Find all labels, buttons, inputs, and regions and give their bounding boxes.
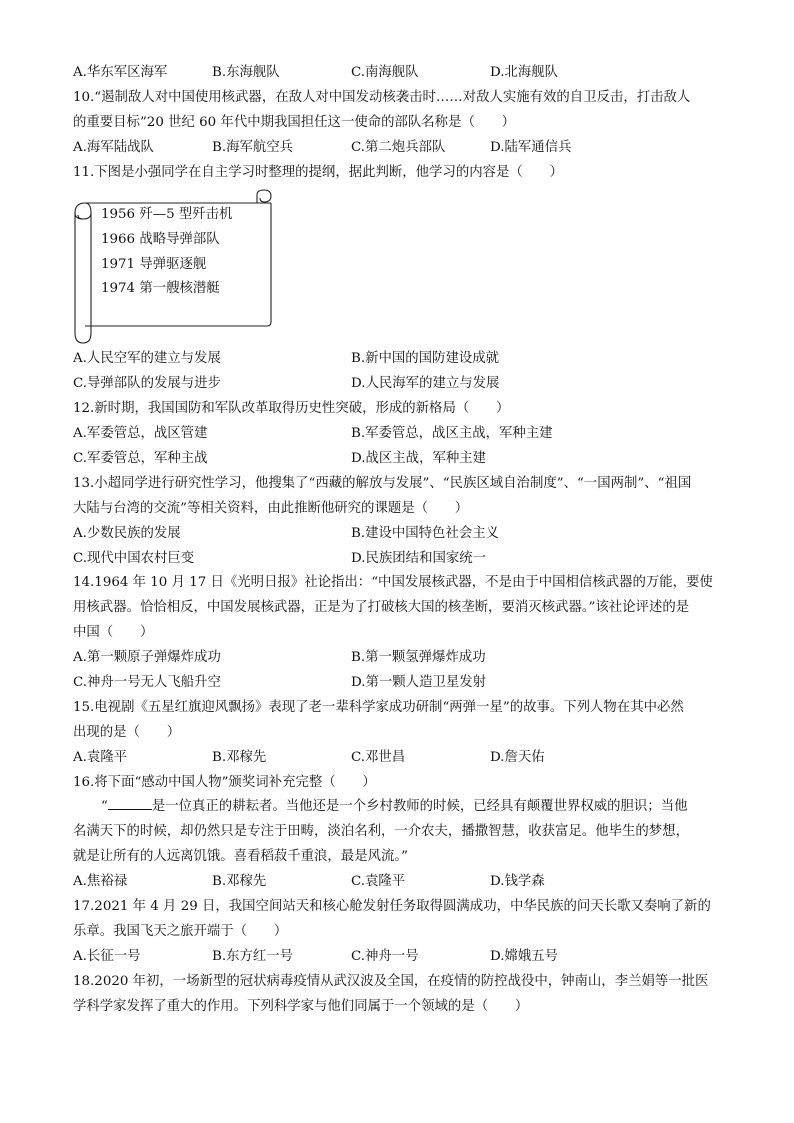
q16-quote-line3: 就是让所有的人远离饥饿。喜看稻菽千重浪，最是风流。” — [73, 849, 408, 865]
q17-stem-line2: 乐章。我国飞天之旅开端于（ ） — [73, 923, 288, 939]
scroll-line-1971: 1971 导弹驱逐舰 — [101, 256, 207, 272]
q13-options-row2 — [73, 547, 723, 572]
q14-stem-line2: 用核武器。恰恰相反，中国发展核武器，正是为了打破核大国的核垄断，要消灭核武器。”该社论评述的是 — [73, 600, 690, 616]
q10-option-c[interactable]: C.第二炮兵部队 — [351, 139, 446, 155]
q11-options-row2 — [73, 372, 723, 397]
q11-option-d[interactable]: D.人民海军的建立与发展 — [351, 376, 500, 392]
q17-option-d[interactable]: D.嫦娥五号 — [490, 948, 559, 964]
q9-option-d[interactable]: D.北海舰队 — [490, 65, 559, 80]
q11-stem-line1: 11.下图是小强同学在自主学习时整理的提纲，据此判断，他学习的内容是（ ） — [73, 164, 563, 180]
q14-option-c[interactable]: C.神舟一号无人飞船升空 — [73, 675, 221, 691]
q10-stem-line2: 的重要目标”20 世纪 60 年代中期我国担任这一使命的部队名称是（ ） — [73, 114, 516, 130]
q13-stem-line1: 13.小超同学进行研究性学习，他搜集了“西藏的解放与发展”、“民族区域自治制度”、“一国两制”、“祖国 — [73, 475, 692, 491]
q12-option-c[interactable]: C.军委管总，军种主战 — [73, 451, 208, 467]
q11-options-row1 — [73, 347, 723, 372]
q15-option-d[interactable]: D.詹天佑 — [490, 749, 545, 765]
q16-quote-line1 — [73, 795, 723, 820]
q12-options-row2 — [73, 447, 723, 472]
q14-option-a[interactable]: A.第一颗原子弹爆炸成功 — [73, 650, 221, 666]
q12-option-a[interactable]: A.军委管总，战区管建 — [73, 426, 208, 442]
q9-option-c[interactable]: C.南海舰队 — [351, 65, 419, 80]
q12-option-d[interactable]: D.战区主战，军种主建 — [351, 451, 487, 467]
q14-stem-line1: 14.1964 年 10 月 17 日《光明日报》社论指出：“中国发展核武器，不是由于中国相信核武器的万能，要使 — [73, 575, 713, 591]
q14-stem-line3: 中国（ ） — [73, 625, 154, 641]
q13-option-b[interactable]: B.建设中国特色社会主义 — [351, 525, 500, 541]
q16-option-a[interactable]: A.焦裕禄 — [73, 874, 128, 890]
q17-stem-line1: 17.2021 年 4 月 29 日，我国空间站天和核心舱发射任务取得圆满成功，中华民族的问天长歌又奏响了新的 — [73, 899, 711, 915]
q13-stem-line2: 大陆与台湾的交流”等相关资料，由此推断他研究的课题是（ ） — [73, 500, 469, 516]
q11-option-b[interactable]: B.新中国的国防建设成就 — [351, 351, 500, 367]
q10-stem-line1: 10.“遏制敌人对中国使用核武器，在敌人对中国发动核袭击时……对敌人实施有效的自卫反击，打击敌人 — [73, 89, 691, 105]
q14-options-row2 — [73, 671, 723, 696]
q16-quote-line2: 名满天下的时候，却仍然只是专注于田畴，淡泊名利，一介农夫，播撒智慧，收获富足。他毕生的梦想， — [73, 824, 689, 840]
fill-in-blank[interactable] — [108, 795, 152, 810]
q16-option-c[interactable]: C.袁隆平 — [351, 874, 406, 890]
q15-option-b[interactable]: B.邓稼先 — [212, 749, 267, 765]
q10-options — [73, 136, 723, 161]
q13-option-a[interactable]: A.少数民族的发展 — [73, 525, 181, 541]
q17-option-c[interactable]: C.神舟一号 — [351, 948, 419, 964]
q9-option-a[interactable]: A.华东军区海军 — [73, 65, 168, 80]
q10-option-b[interactable]: B.海军航空兵 — [212, 139, 294, 155]
q16-option-b[interactable]: B.邓稼先 — [212, 874, 267, 890]
q11-scroll-text — [101, 203, 232, 301]
q12-option-b[interactable]: B.军委管总，战区主战，军种主建 — [351, 426, 553, 442]
q13-option-d[interactable]: D.民族团结和国家统一 — [351, 550, 487, 566]
q17-option-b[interactable]: B.东方红一号 — [212, 948, 294, 964]
q11-option-a[interactable]: A.人民空军的建立与发展 — [73, 351, 221, 367]
q16-stem-line1: 16.将下面“感动中国人物”颁奖词补充完整（ ） — [73, 774, 376, 790]
q15-stem-line1: 15.电视剧《五星红旗迎风飘扬》表现了老一辈科学家成功研制“两弹一星”的故事。下列人物在其中必然 — [73, 699, 684, 715]
q13-options-row1 — [73, 522, 723, 547]
q12-stem-line1: 12.新时期，我国国防和军队改革取得历史性突破，形成的新格局（ ） — [73, 401, 510, 417]
q13-option-c[interactable]: C.现代中国农村巨变 — [73, 550, 195, 566]
scroll-line-1974: 1974 第一艘核潜艇 — [101, 281, 220, 297]
q14-option-b[interactable]: B.第一颗氢弹爆炸成功 — [351, 650, 486, 666]
q15-stem-line2: 出现的是（ ） — [73, 724, 181, 740]
scroll-line-1966: 1966 战略导弹部队 — [101, 232, 220, 248]
q11-scroll-figure — [71, 185, 723, 347]
exam-page — [73, 61, 723, 1020]
quote-open-mark: “ — [101, 799, 108, 815]
q9-option-b[interactable]: B.东海舰队 — [212, 65, 280, 80]
q16-quote-line1-text: 是一位真正的耕耘者。当他还是一个乡村教师的时候，已经具有颠覆世界权威的胆识；当他 — [151, 799, 688, 815]
q15-option-c[interactable]: C.邓世昌 — [351, 749, 406, 765]
q18-stem-line1: 18.2020 年初，一场新型的冠状病毒疫情从武汉波及全国，在疫情的防控战役中，钟南山，李兰娟等一批医 — [73, 973, 709, 989]
q10-option-a[interactable]: A.海军陆战队 — [73, 139, 154, 155]
q10-option-d[interactable]: D.陆军通信兵 — [490, 139, 572, 155]
q11-option-c[interactable]: C.导弹部队的发展与进步 — [73, 376, 221, 392]
q14-options-row1 — [73, 646, 723, 671]
q12-options-row1 — [73, 422, 723, 447]
q18-stem-line2: 学科学家发挥了重大的作用。下列科学家与他们同属于一个领域的是（ ） — [73, 998, 529, 1014]
scroll-line-1956: 1956 歼—5 型歼击机 — [101, 207, 233, 223]
q16-option-d[interactable]: D.钱学森 — [490, 874, 545, 890]
q9-options — [73, 61, 723, 86]
q15-options — [73, 746, 723, 771]
q16-options — [73, 870, 723, 895]
q14-option-d[interactable]: D.第一颗人造卫星发射 — [351, 675, 487, 691]
q17-options — [73, 945, 723, 970]
q15-option-a[interactable]: A.袁隆平 — [73, 749, 128, 765]
q17-option-a[interactable]: A.长征一号 — [73, 948, 141, 964]
